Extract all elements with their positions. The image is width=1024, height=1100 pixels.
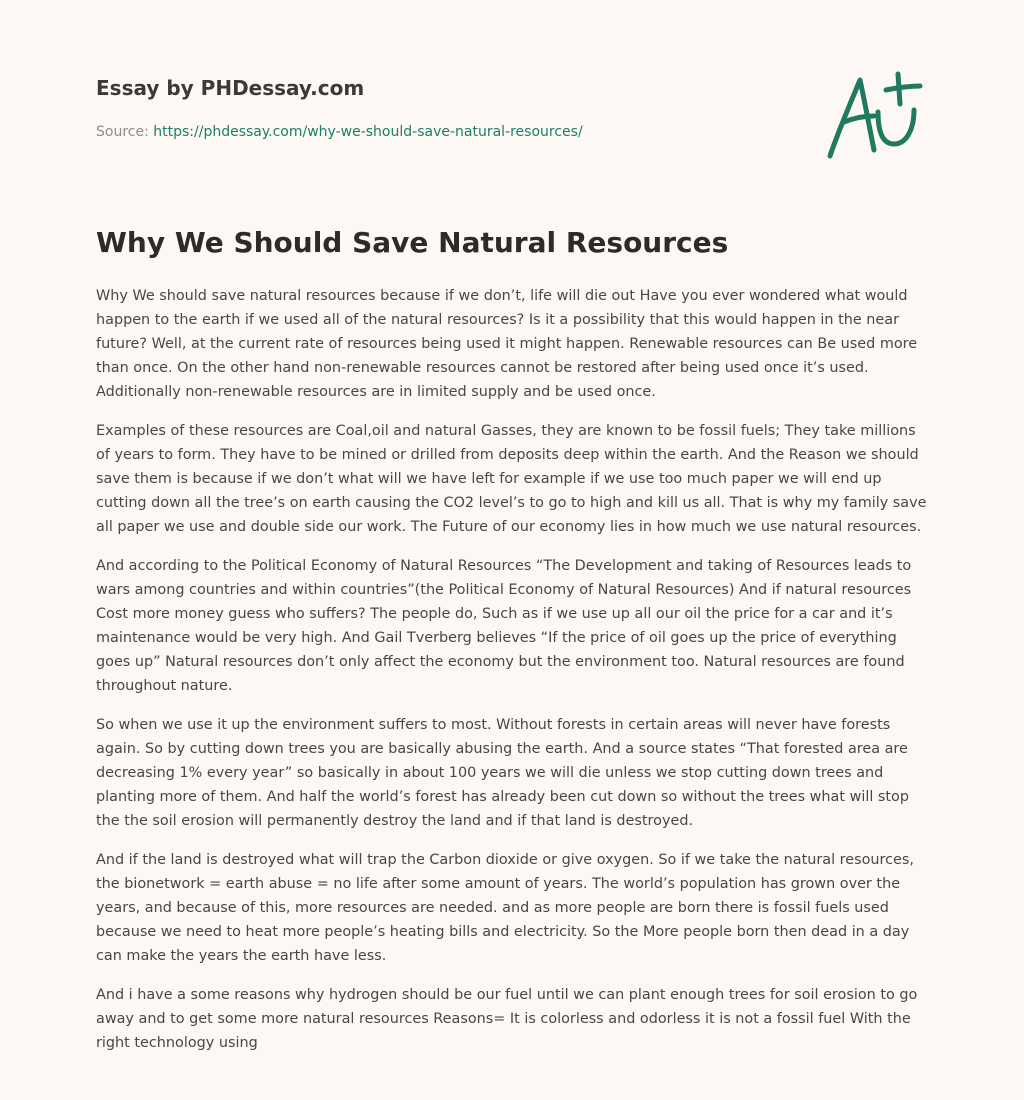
essay-paragraph: And according to the Political Economy of Natural Resources “The Development and taking of Resources leads to wars among countries and within countries”(the Political Economy of Natural Resources) And if natural resources Cost more money guess who suffers? The people do, Such as if we use up all our oil the price for a car and it’s maintenance would be very high. And Gail Tverberg believes “If the price of oil goes up the price of everything goes up” Natural resources don’t only affect the economy but the environment too. Natural resources are found throughout nature. (96, 558, 912, 694)
essay-paragraph: And if the land is destroyed what will trap the Carbon dioxide or give oxygen. So if we take the natural resources, the bionetwork = earth abuse = no life after some amount of years. The world’s population has grown over the years, and because of this, more resources are needed. and as more people are born there is fossil fuels used because we need to heat more people’s heating bills and electricity. So the More people born then dead in a day can make the years the earth have less. (96, 852, 914, 964)
essay-body (96, 284, 928, 1070)
a-plus-logo-icon (824, 68, 928, 164)
source-label: Source: (96, 124, 149, 140)
essay-paragraph: So when we use it up the environment suffers to most. Without forests in certain areas will never have forests again. So by cutting down trees you are basically abusing the earth. And a source states “That forested area are decreasing 1% every year” so basically in about 100 years we will die unless we stop cutting down trees and planting more of them. And half the world’s forest has already been cut down so without the trees what will stop the the soil erosion will permanently destroy the land and if that land is destroyed. (96, 717, 909, 829)
essay-paragraph: Examples of these resources are Coal,oil and natural Gasses, they are known to be fossil fuels; They take millions of years to form. They have to be mined or drilled from deposits deep within the earth. And the Reason we should save them is because if we don’t what will we have left for example if we use too much paper we will end up cutting down all the tree’s on earth causing the CO2 level’s to go to high and kill us all. That is why my family save all paper we use and double side our work. The Future of our economy lies in how much we use natural resources. (96, 423, 927, 535)
essay-paragraph: And i have a some reasons why hydrogen should be our fuel until we can plant enough trees for soil erosion to go away and to get some more natural resources Reasons= It is colorless and odorless it is not a fossil fuel With the right technology using (96, 987, 918, 1051)
source-link[interactable]: https://phdessay.com/why-we-should-save-natural-resources/ (153, 124, 583, 140)
brand-title: Essay by PHDessay.com (96, 76, 365, 100)
essay-title: Why We Should Save Natural Resources (96, 226, 729, 259)
essay-paragraph: Why We should save natural resources because if we don’t, life will die out Have you ever wondered what would happen to the earth if we used all of the natural resources? Is it a possibility that this would happen in the near future? Well, at the current rate of resources being used it might happen. Renewable resources can Be used more than once. On the other hand non-renewable resources cannot be restored after being used once it’s used. Additionally non-renewable resources are in limited supply and be used once. (96, 288, 918, 400)
source-line (96, 124, 583, 140)
